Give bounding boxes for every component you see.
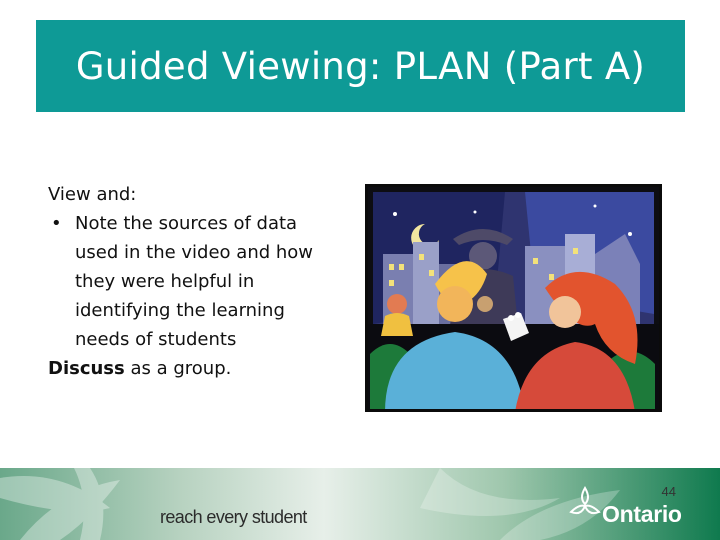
bullet-line: identifying the learning xyxy=(75,300,285,321)
view-keyword: View xyxy=(48,184,91,205)
slide-title: Guided Viewing: PLAN (Part A) xyxy=(75,44,646,88)
bullet-item xyxy=(48,209,348,354)
bullet-line: needs of students xyxy=(75,329,237,350)
bullet-line: Note the sources of data xyxy=(75,213,298,234)
bullet-line: used in the video and how xyxy=(75,242,314,263)
title-bar xyxy=(36,20,685,112)
discuss-rest: as a group. xyxy=(124,358,232,379)
bullet-dot: • xyxy=(51,213,62,234)
view-line xyxy=(48,180,348,209)
movie-audience-clipart xyxy=(365,184,662,412)
slide-body xyxy=(48,180,348,383)
discuss-line xyxy=(48,354,348,383)
footer-tagline: reach every student xyxy=(160,507,307,527)
view-rest: and: xyxy=(90,184,137,205)
page-number: 44 xyxy=(661,484,676,499)
bullet-line: they were helpful in xyxy=(75,271,255,292)
discuss-keyword: Discuss xyxy=(48,358,125,379)
ontario-trillium-icon xyxy=(565,484,605,524)
ontario-logo-text: Ontario xyxy=(602,501,682,527)
